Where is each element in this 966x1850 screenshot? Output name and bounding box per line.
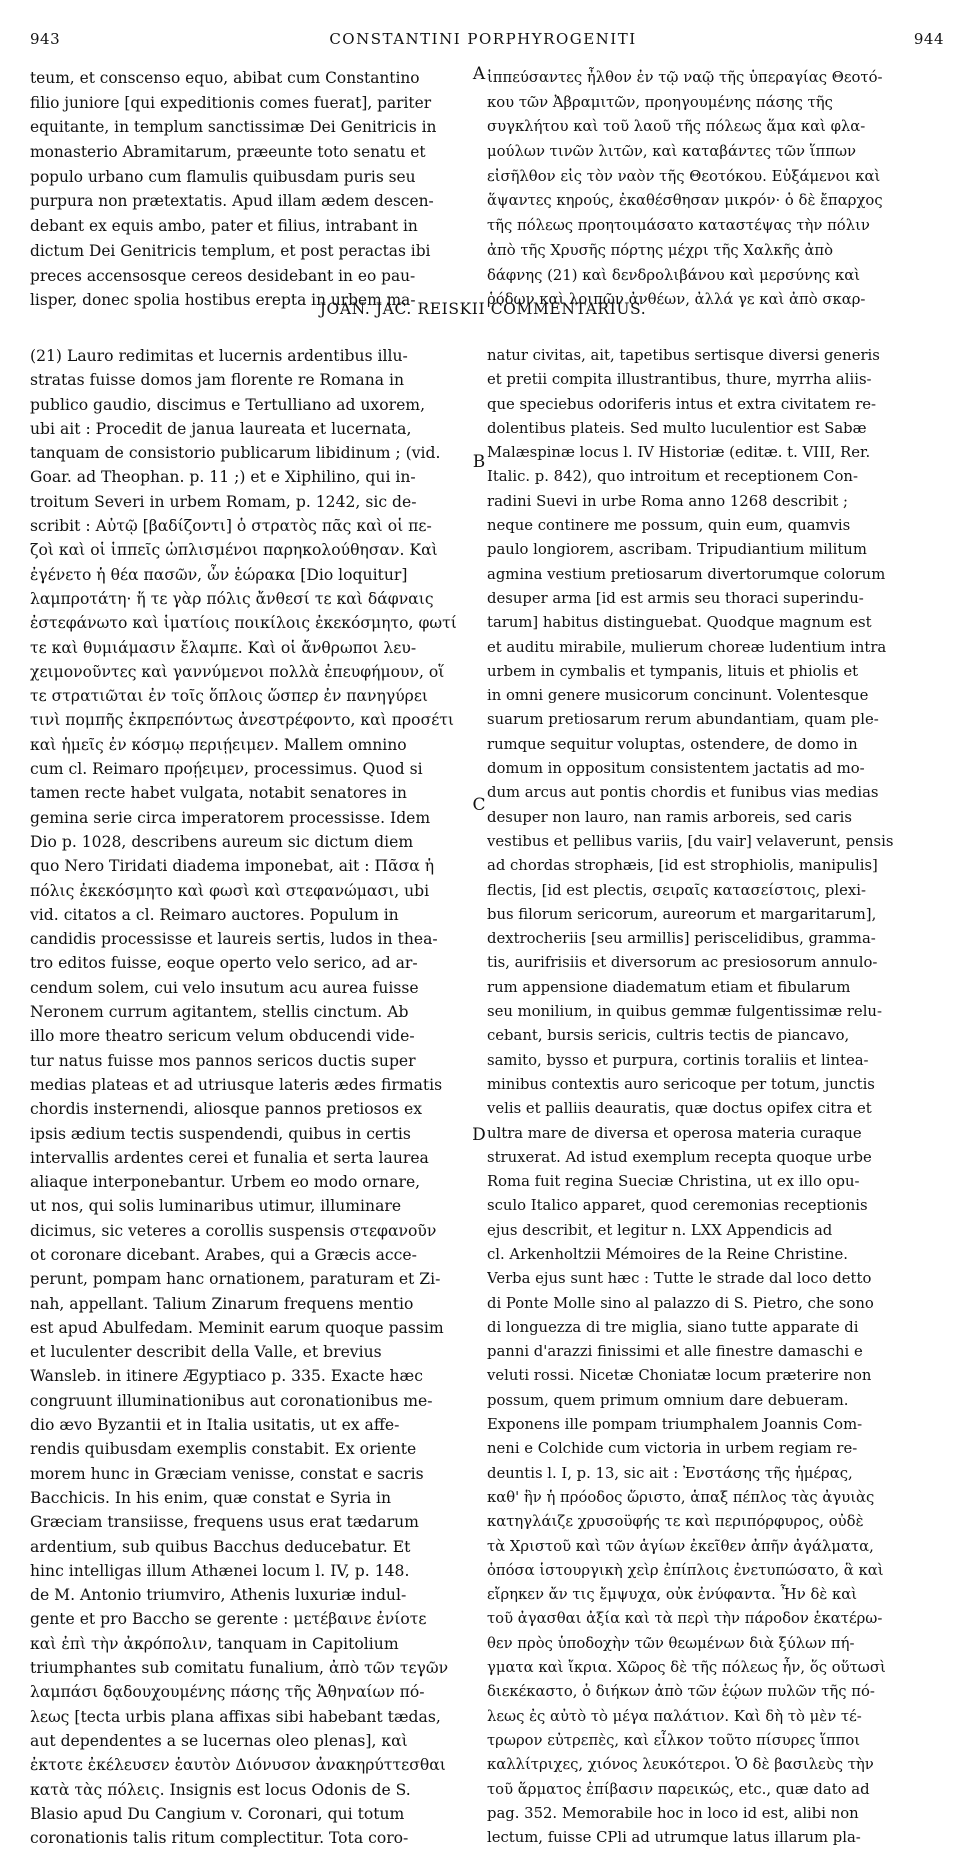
- text-line: ἱππεύσαντες ἦλθον ἐν τῷ ναῷ τῆς ὑπεραγίας Θεοτό-: [487, 69, 883, 86]
- commentary-right-column: [487, 344, 941, 1850]
- text-line: gemina serie circa imperatorem processisse. Idem: [30, 808, 431, 827]
- text-line: flectis, [id est plectis, σειραῖς κατασείστοις, plexi-: [487, 881, 866, 899]
- text-line: domum in oppositum consistentem jactatis ad mo-: [487, 760, 865, 778]
- text-line: dio ævo Byzantii et in Italia usitatis, ut ex affe-: [30, 1416, 400, 1435]
- text-line: purpura non prætextatis. Apud illam ædem descen-: [30, 192, 434, 211]
- text-line: ejus describit, et legitur n. LXX Appendicis ad: [487, 1221, 833, 1239]
- text-line: chordis insternendi, aliosque pannos pretiosos ex: [30, 1100, 422, 1119]
- text-line: possum, quem primum omnium dare debueram.: [487, 1391, 849, 1409]
- text-line: dicimus, sic veteres a corollis suspensis στεφανοῦν: [30, 1221, 437, 1240]
- text-line: rendis quibusdam exemplis constabit. Ex oriente: [30, 1440, 417, 1459]
- text-line: Bacchicis. In his enim, quæ constat e Syria in: [30, 1488, 391, 1507]
- text-line: ὁπόσα ἱστουργικὴ χεὶρ ἐπίπλοις ἐνετυπώσατο, ἃ καὶ: [487, 1561, 884, 1579]
- text-line: et pretii compita illustrantibus, thure, myrrha aliis-: [487, 371, 872, 389]
- text-line: filio juniore [qui expeditionis comes fuerat], pariter: [30, 93, 432, 112]
- text-line: panni d'arazzi finissimi et alle finestre damaschi e: [487, 1343, 863, 1361]
- text-line: populo urbano cum flamulis quibusdam puris seu: [30, 167, 416, 186]
- text-line: ἐκτοτε ἐκέλευσεν ἑαυτὸν Διόνυσον ἀνακηρύττεσθαι: [30, 1756, 446, 1775]
- text-line: publico gaudio, discimus e Tertulliano ad uxorem,: [30, 395, 426, 414]
- text-line: desuper arma [id est armis seu thoraci superindu-: [487, 589, 864, 607]
- text-line: ultra mare de diversa et operosa materia curaque: [487, 1124, 862, 1142]
- text-line: cl. Arkenholtzii Mémoires de la Reine Christine.: [487, 1245, 848, 1263]
- text-line: medias plateas et ad utriusque lateris ædes firmatis: [30, 1075, 443, 1094]
- text-line: Italic. p. 842), quo introitum et receptionem Con-: [487, 468, 858, 486]
- text-line: deuntis l. I, p. 13, sic ait : Ἐνστάσης τῆς ἡμέρας,: [487, 1464, 853, 1482]
- text-line: scribit : Αὐτῷ [βαδίζοντι] ὁ στρατὸς πᾶς καὶ οἱ πε-: [30, 517, 432, 536]
- margin-letter-d: D: [472, 1125, 486, 1145]
- text-line: veluti rossi. Nicetæ Choniatæ locum præterire non: [487, 1367, 872, 1385]
- text-line: ἀπὸ τῆς Χρυσῆς πόρτης μέχρι τῆς Χαλκῆς ἀπὸ: [487, 241, 834, 259]
- text-line: Verba ejus sunt hæc : Tutte le strade dal loco detto: [487, 1270, 872, 1288]
- text-line: quo Nero Tiridati diadema imponebat, ait : Πᾶσα ἡ: [30, 857, 435, 876]
- text-line: ἅψαντες κηρούς, ἐκαθέσθησαν μικρόν· ὁ δὲ ἔπαρχος: [487, 192, 883, 210]
- text-line: coronationis talis ritum complectitur. Tota coro-: [30, 1829, 409, 1848]
- text-line: κατηγλάιζε χρυσοϋφής τε καὶ περιπόρφυρος, οὐδὲ: [487, 1513, 864, 1531]
- text-line: congruunt illuminationibus aut coronationibus me-: [30, 1391, 433, 1410]
- text-line: συγκλήτου καὶ τοῦ λαοῦ τῆς πόλεως ἅμα καὶ φλα-: [487, 118, 866, 136]
- text-line: Goar. ad Theophan. p. 11 ;) et e Xiphilino, qui in-: [30, 468, 416, 487]
- text-line: di Ponte Molle sino al palazzo di S. Pietro, che sono: [487, 1294, 874, 1312]
- text-line: tro editos fuisse, eoque operto velo serico, ad ar-: [30, 954, 418, 973]
- text-line: et auditu mirabile, mulierum choreæ ludentium intra: [487, 638, 887, 656]
- text-line: tur natus fuisse mos pannos sericos ductis super: [30, 1051, 416, 1070]
- text-line: bus filorum sericorum, aureorum et margaritarum],: [487, 905, 877, 923]
- text-line: de M. Antonio triumviro, Athenis luxuriæ indul-: [30, 1586, 407, 1605]
- text-line: lectum, fuisse CPli ad utrumque latus illarum pla-: [487, 1829, 861, 1847]
- text-line: radini Suevi in urbe Roma anno 1268 describit ;: [487, 492, 848, 510]
- text-line: εἴρηκεν ἄν τις ἔμψυχα, οὐκ ἐνύφαντα. Ἦν δὲ καὶ: [487, 1586, 858, 1604]
- text-line: Roma fuit regina Sueciæ Christina, ut ex illo opu-: [487, 1173, 860, 1191]
- text-line: pag. 352. Memorabile hoc in loco id est, alibi non: [487, 1804, 859, 1822]
- text-line: τινὶ πομπῆς ἐκπρεπόντως ἀνεστρέφοντο, καὶ προσέτι: [30, 711, 455, 730]
- text-line: πόλις ἐκεκόσμητο καὶ φωσὶ καὶ στεφανώμασι, ubi: [30, 881, 430, 900]
- text-line: debant ex equis ambo, pater et filius, intrabant in: [30, 217, 418, 236]
- margin-letter-c: C: [472, 795, 486, 815]
- text-line: que speciebus odoriferis intus et extra civitatem re-: [487, 395, 877, 413]
- text-line: perunt, pompam hanc ornationem, paraturam et Zi-: [30, 1270, 441, 1289]
- text-line: candidis processisse et laureis sertis, ludos in thea-: [30, 930, 438, 949]
- text-line: ῥόδων καὶ λοιπῶν ἀνθέων, ἀλλά γε καὶ ἀπὸ σκαρ-: [487, 291, 866, 309]
- text-line: preces accensosque cereos desidebant in eo pau-: [30, 266, 416, 285]
- text-line: Malæspinæ locus l. IV Historiæ (editæ. t. VIII, Rer.: [487, 444, 871, 462]
- page-number-left: 943: [30, 30, 61, 48]
- text-line: Blasio apud Du Cangium v. Coronari, qui totum: [30, 1804, 405, 1823]
- text-line: paulo longiorem, ascribam. Tripudiantium militum: [487, 541, 867, 559]
- text-line: rumque sequitur voluptas, ostendere, de domo in: [487, 735, 858, 753]
- text-line: διεκέκαστο, ὁ διήκων ἀπὸ τῶν ἑῴων πυλῶν τῆς πό-: [487, 1683, 875, 1701]
- text-line: ἐστεφάνωτο καὶ ἱματίοις ποικίλοις ἐκεκόσμητο, φωτί: [30, 614, 457, 633]
- text-line: seu monilium, in quibus gemmæ fulgentissimæ relu-: [487, 1003, 882, 1021]
- text-line: di longuezza di tre miglia, siano tutte apparate di: [487, 1318, 859, 1336]
- text-line: stratas fuisse domos jam florente re Romana in: [30, 371, 405, 390]
- margin-letter-a: A: [472, 64, 486, 84]
- text-line: Dio p. 1028, describens aureum sic dictum diem: [30, 832, 414, 851]
- text-line: ζοὶ καὶ οἱ ἱππεῖς ὡπλισμένοι παρηκολούθησαν. Καὶ: [30, 541, 438, 560]
- text-line: δάφνης (21) καὶ δενδρολιβάνου καὶ μερσύνης καὶ: [487, 266, 861, 284]
- latin-text-column: [30, 66, 470, 313]
- text-line: et luculenter describit della Valle, et brevius: [30, 1343, 382, 1362]
- text-line: dextrocheriis [seu armillis] periscelidibus, gramma-: [487, 930, 876, 948]
- text-line: nah, appellant. Talium Zinarum frequens mentio: [30, 1294, 414, 1313]
- text-line: χειμονοῦντες καὶ γαννύμενοι πολλὰ ἐπευφήμουν, οἵ: [30, 662, 445, 681]
- text-line: λαμπάσι δᾳδουχουμένης πάσης τῆς Ἀθηναίων πό-: [30, 1683, 425, 1702]
- text-line: Græciam transiisse, frequens usus erat tædarum: [30, 1513, 419, 1532]
- text-line: cendum solem, cui velo insutum acu aurea fuisse: [30, 978, 419, 997]
- text-line: Neronem currum agitantem, stellis cinctum. Ab: [30, 1003, 409, 1022]
- text-line: teum, et conscenso equo, abibat cum Constantino: [30, 69, 420, 87]
- text-line: lisper, donec spolia hostibus erepta in urbem ma-: [30, 291, 416, 310]
- text-line: tarum] habitus distinguebat. Quodque magnum est: [487, 614, 872, 632]
- text-line: agmina vestium pretiosarum divertorumque colorum: [487, 565, 886, 583]
- text-line: rum appensione diadematum etiam et fibularum: [487, 978, 851, 996]
- text-line: τοῦ ἀγασθαι ἀξία καὶ τὰ περὶ τὴν πάροδον ἑκατέρω-: [487, 1610, 883, 1628]
- text-line: γματα καὶ ἴκρια. Χῶρος δὲ τῆς πόλεως ἦν, ὅς οὕτωσὶ: [487, 1659, 886, 1677]
- text-line: τὰ Χριστοῦ καὶ τῶν ἁγίων ἐκεῖθεν ἀπῆν ἀγάλματα,: [487, 1537, 874, 1555]
- text-line: tamen recte habet vulgata, notabit senatores in: [30, 784, 407, 803]
- text-line: vestibus et pellibus variis, [du vair] velaverunt, pensis: [487, 832, 894, 850]
- text-line: λεως ἐς αὐτὸ τὸ μέγα παλάτιον. Καὶ δὴ τὸ μὲν τέ-: [487, 1707, 862, 1725]
- text-line: struxerat. Ad istud exemplum recepta quoque urbe: [487, 1148, 872, 1166]
- text-line: gente et pro Baccho se gerente : μετέβαινε ἐνίοτε: [30, 1610, 427, 1629]
- text-line: aliaque interponebantur. Urbem eo modo ornare,: [30, 1173, 421, 1192]
- text-line: τε καὶ θυμιάμασιν ἔλαμπε. Καὶ οἱ ἄνθρωποι λευ-: [30, 638, 417, 657]
- text-line: κατὰ τὰς πόλεις. Insignis est locus Odonis de S.: [30, 1780, 411, 1799]
- text-line: est apud Abulfedam. Meminit earum quoque passim: [30, 1318, 444, 1337]
- text-line: sculo Italico apparet, quod ceremonias receptionis: [487, 1197, 868, 1215]
- text-line: aut dependentes a se lucernas oleo plenas], καὶ: [30, 1731, 408, 1750]
- running-title: CONSTANTINI PORPHYROGENITI: [329, 30, 637, 48]
- text-line: λεως [tecta urbis plana affixas sibi habebant tædas,: [30, 1707, 441, 1726]
- text-line: ubi ait : Procedit de janua laureata et lucernata,: [30, 419, 412, 438]
- text-line: ut nos, qui solis luminaribus utimur, illuminare: [30, 1197, 402, 1216]
- greek-text-column: [487, 66, 941, 313]
- text-line: troitum Severi in urbem Romam, p. 1242, sic de-: [30, 492, 417, 511]
- text-line: κου τῶν Ἀβραμιτῶν, προηγουμένης πάσης τῆς: [487, 93, 833, 111]
- text-line: καλλίτριχες, χιόνος λευκότεροι. Ὁ δὲ βασιλεὺς τὴν: [487, 1756, 874, 1774]
- text-line: triumphantes sub comitatu funalium, ἀπὸ τῶν τεγῶν: [30, 1659, 449, 1678]
- text-line: neni e Colchide cum victoria in urbem regiam re-: [487, 1440, 858, 1458]
- text-line: vid. citatos a cl. Reimaro auctores. Populum in: [30, 905, 399, 924]
- text-line: καὶ ἐπὶ τὴν ἀκρόπολιν, tanquam in Capitolium: [30, 1634, 399, 1653]
- text-line: neque continere me possum, quin eum, quamvis: [487, 517, 851, 535]
- text-line: καὶ ἡμεῖς ἐν κόσμῳ περιῄειμεν. Mallem omnino: [30, 735, 407, 754]
- text-line: λαμπροτάτη· ἥ τε γὰρ πόλις ἄνθεσί τε καὶ δάφναις: [30, 589, 434, 608]
- text-line: dictum Dei Genitricis templum, et post peractas ibi: [30, 241, 431, 260]
- text-line: dum arcus aut pontis chordis et funibus vias medias: [487, 784, 879, 802]
- margin-letter-b: B: [472, 452, 486, 472]
- text-line: velis et palliis deauratis, quæ doctus opifex citra et: [487, 1100, 872, 1118]
- text-line: urbem in cymbalis et tympanis, lituis et phiolis et: [487, 662, 859, 680]
- text-line: ἐγένετο ἡ θέα πασῶν, ὧν ἑώρακα [Dio loquitur]: [30, 565, 408, 584]
- commentary-left-column: [30, 344, 470, 1850]
- text-line: τοῦ ἅρματος ἐπίβασιν παρεικώς, etc., quæ dato ad: [487, 1780, 870, 1798]
- text-line: in omni genere musicorum concinunt. Volentesque: [487, 687, 869, 705]
- text-line: equitante, in templum sanctissimæ Dei Genitricis in: [30, 118, 437, 137]
- text-line: (21) Lauro redimitas et lucernis ardentibus illu-: [30, 347, 408, 365]
- text-line: hinc intelligas illum Athænei locum l. IV, p. 148.: [30, 1561, 410, 1580]
- text-line: Wansleb. in itinere Ægyptiaco p. 335. Exacte hæc: [30, 1367, 423, 1386]
- text-line: τρωρον εὐτρεπὲς, καὶ εἷλκον τοῦτο πίσυρες ἵπποι: [487, 1731, 861, 1749]
- text-line: dolentibus plateis. Sed multo luculentior est Sabæ: [487, 419, 867, 437]
- text-line: samito, bysso et purpura, cortinis toraliis et lintea-: [487, 1051, 869, 1069]
- text-line: ad chordas strophæis, [id est strophiolis, manipulis]: [487, 857, 878, 875]
- text-line: ipsis ædium tectis suspendendi, quibus in certis: [30, 1124, 411, 1143]
- text-line: τε στρατιῶται ἐν τοῖς ὅπλοις ὥσπερ ἐν πανηγύρει: [30, 687, 429, 706]
- text-line: εἰσῆλθον εἰς τὸν ναὸν τῆς Θεοτόκου. Εὐξάμενοι καὶ: [487, 167, 881, 185]
- text-line: suarum pretiosarum rerum abundantiam, quam ple-: [487, 711, 879, 729]
- text-line: Exponens ille pompam triumphalem Joannis Com-: [487, 1416, 863, 1434]
- text-line: καθ' ἣν ἡ πρόοδος ὥριστο, ἁπαξ πέπλος τὰς ἀγυιὰς: [487, 1488, 875, 1506]
- text-line: tis, aurifrisiis et diversorum ac presiosorum annulo-: [487, 954, 878, 972]
- text-line: monasterio Abramitarum, præeunte toto senatu et: [30, 143, 426, 162]
- commentary-title: JOAN. JAC. REISKII COMMENTARIUS.: [319, 300, 647, 318]
- text-line: tanquam de consistorio publicarum libidinum ; (vid.: [30, 444, 441, 463]
- text-line: morem hunc in Græciam venisse, constat e sacris: [30, 1464, 424, 1483]
- text-line: τῆς πόλεως προητοιμάσατο καταστέψας τὴν πόλιν: [487, 217, 870, 235]
- text-line: cebant, bursis sericis, cultris tectis de piancavo,: [487, 1027, 850, 1045]
- text-line: illo more theatro sericum velum obducendi vide-: [30, 1027, 415, 1046]
- text-line: ardentium, sub quibus Bacchus deducebatur. Et: [30, 1537, 411, 1556]
- page-number-right: 944: [913, 30, 944, 48]
- text-line: θεν πρὸς ὑποδοχὴν τῶν θεωμένων διὰ ξύλων πή-: [487, 1634, 855, 1652]
- text-line: cum cl. Reimaro προῄειμεν, processimus. Quod si: [30, 760, 423, 779]
- text-line: intervallis ardentes cerei et funalia et serta laurea: [30, 1148, 429, 1167]
- text-line: minibus contextis auro sericoque per totum, junctis: [487, 1075, 875, 1093]
- text-line: natur civitas, ait, tapetibus sertisque diversi generis: [487, 347, 880, 364]
- text-line: μούλων τινῶν λιτῶν, καὶ καταβάντες τῶν ἵππων: [487, 143, 857, 161]
- text-line: desuper non lauro, nan ramis arboreis, sed caris: [487, 808, 852, 826]
- text-line: ot coronare dicebant. Arabes, qui a Græcis acce-: [30, 1245, 417, 1264]
